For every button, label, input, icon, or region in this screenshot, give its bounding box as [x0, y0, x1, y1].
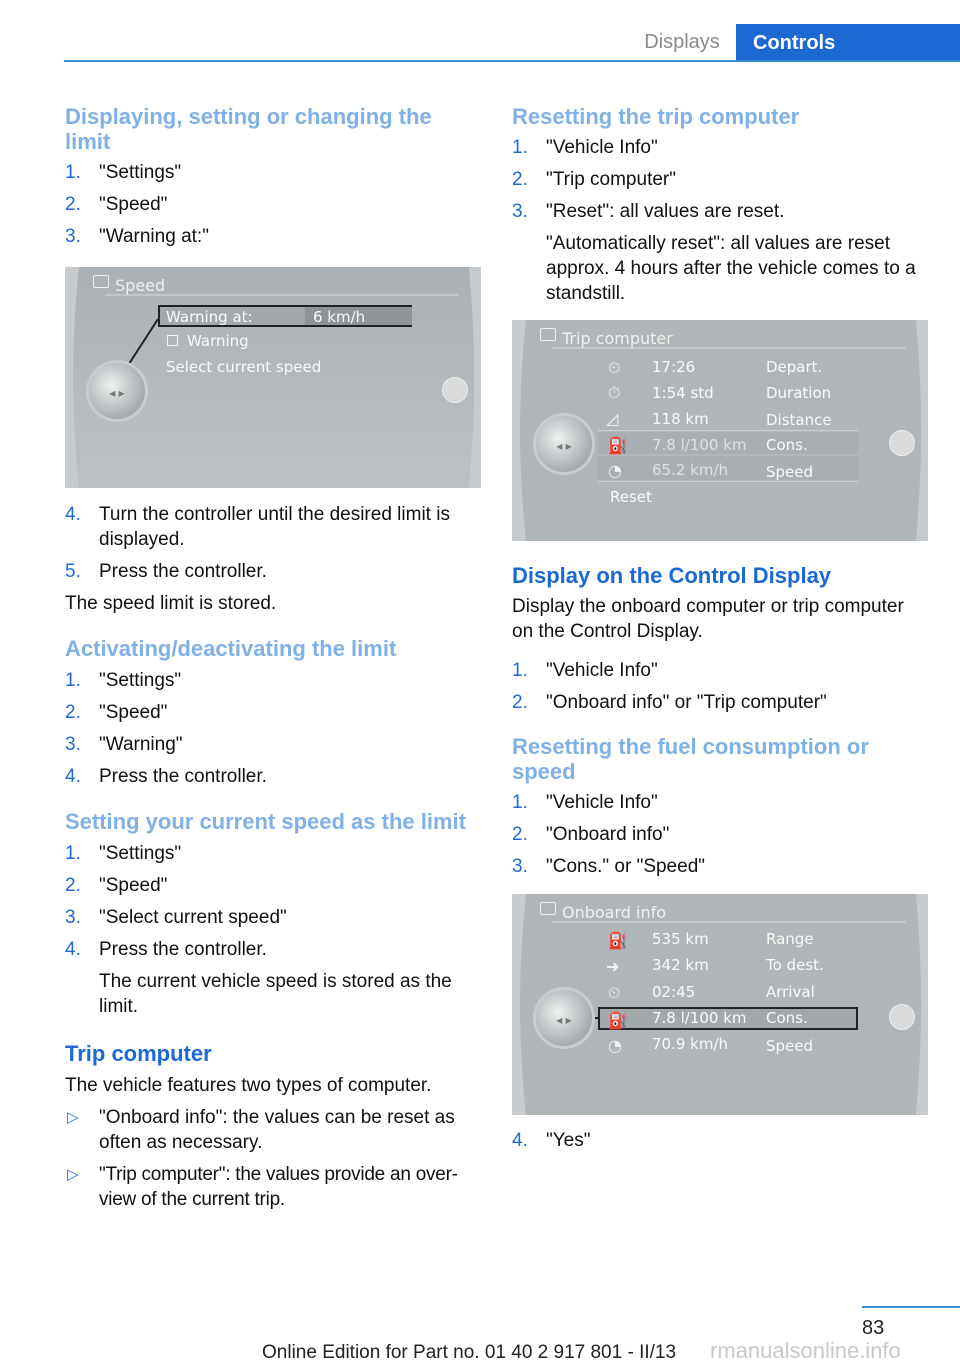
steps-control-display: [512, 658, 930, 715]
list-item: ▷ "Trip computer": the values provide an overview of the current trip.: [67, 1164, 458, 1210]
page-number: 83: [862, 1317, 885, 1339]
tab-displays[interactable]: Displays: [644, 31, 720, 53]
screen-title: Speed: [115, 276, 166, 295]
option-button-icon: [889, 1004, 915, 1030]
option-button-icon: [889, 430, 915, 456]
list-item: 3. "Select current speed": [65, 907, 287, 928]
trip-label-distance: Distance: [766, 411, 832, 429]
steps-current-speed: [65, 841, 481, 1019]
onboard-value-dest: 342 km: [652, 956, 709, 974]
list-item: 3. "Cons." or "Speed": [512, 856, 706, 877]
controller-arrows-icon: ◂ ▸: [556, 1013, 572, 1027]
list-item: 2. "Speed": [65, 875, 168, 896]
speedometer-icon: ◔: [608, 461, 622, 480]
steps-reset-trip: [512, 135, 930, 306]
trip-computer-screen-image: [512, 320, 928, 541]
steps-limit-cont: [65, 502, 481, 584]
footer-rule: [862, 1306, 960, 1308]
onboard-label-speed: Speed: [766, 1037, 814, 1055]
paragraph: Display the onboard computer or trip computer on the Control Display.: [512, 596, 904, 642]
list-item: 1. "Settings": [65, 843, 182, 864]
bullet-triangle-icon: ▷: [67, 1109, 79, 1126]
steps-activating: [65, 668, 481, 789]
warning-option[interactable]: Warning: [187, 332, 249, 350]
list-item: 2. "Speed": [65, 194, 168, 215]
reset-option[interactable]: Reset: [610, 488, 652, 506]
trip-value-distance: 118 km: [652, 410, 709, 428]
fuel-pump-icon: ⛽: [608, 436, 628, 455]
arrival-icon: ⏲: [608, 983, 621, 1002]
onboard-label-arrival: Arrival: [766, 983, 815, 1001]
duration-icon: ⏱: [608, 383, 621, 402]
list-item: 4. Press the controller. The current vehicle speed is stored as the limit.: [65, 939, 452, 1017]
onboard-value-cons: 7.8 l/100 km: [652, 1009, 747, 1027]
trip-value-speed: 65.2 km/h: [652, 461, 729, 479]
steps-limit: [65, 160, 481, 249]
section-title-current-speed: Setting your current speed as the limit: [65, 809, 466, 834]
list-item: 4. Turn the controller until the desired limit is displayed.: [65, 504, 450, 550]
section-title-trip-computer: Trip computer: [65, 1041, 212, 1066]
trip-computer-icon: [540, 328, 556, 341]
list-item: 5. Press the controller.: [65, 561, 267, 582]
onboard-value-speed: 70.9 km/h: [652, 1035, 729, 1053]
list-item: 4. "Yes": [512, 1130, 591, 1151]
fuel-pump-icon: ⛽: [608, 1011, 628, 1030]
onboard-info-icon: [540, 902, 556, 915]
page-header: [0, 24, 960, 62]
paragraph: The speed limit is stored.: [65, 593, 277, 614]
onboard-info-screen-image: [512, 894, 928, 1115]
list-item: 1. "Vehicle Info": [512, 660, 658, 681]
trip-label-cons: Cons.: [766, 436, 808, 454]
trip-label-duration: Duration: [766, 384, 832, 402]
screen-title: Onboard info: [562, 903, 667, 922]
warning-at-value: 6 km/h: [313, 308, 366, 326]
edition-note: Online Edition for Part no. 01 40 2 917 801 - II/13: [262, 1342, 677, 1362]
trip-label-depart: Depart.: [766, 358, 823, 376]
list-item: 1. "Settings": [65, 670, 182, 691]
onboard-value-arrival: 02:45: [652, 983, 696, 1001]
section-title-control-display: Display on the Control Display: [512, 563, 832, 588]
trip-label-speed: Speed: [766, 463, 814, 481]
list-item: 3. "Warning at:": [65, 226, 209, 247]
left-column: [65, 104, 481, 1219]
destination-arrow-icon: ➜: [606, 957, 620, 976]
watermark: rmanualsonline.info: [710, 1338, 901, 1362]
list-item: 4. Press the controller.: [65, 766, 267, 787]
controller-arrows-icon: ◂ ▸: [556, 439, 572, 453]
tab-controls[interactable]: Controls: [736, 24, 960, 62]
warning-at-label: Warning at:: [166, 308, 253, 326]
trip-value-cons: 7.8 l/100 km: [652, 436, 747, 454]
select-current-speed-option[interactable]: Select current speed: [166, 358, 322, 376]
depart-icon: ⏲: [608, 358, 621, 377]
section-title-activating: Activating/deactivating the limit: [65, 636, 397, 661]
paragraph: The vehicle features two types of computer.: [65, 1075, 432, 1096]
bullet-triangle-icon: ▷: [67, 1166, 79, 1183]
trip-value-duration: 1:54 std: [652, 384, 714, 402]
steps-reset-consumption-cont: [512, 1128, 930, 1153]
checkbox-icon[interactable]: [167, 335, 178, 346]
right-column: [512, 104, 930, 1160]
section-title-limit: Displaying, setting or changing the limit: [65, 104, 432, 154]
onboard-label-cons: Cons.: [766, 1009, 808, 1027]
speed-screen-image: [65, 267, 481, 488]
onboard-value-range: 535 km: [652, 930, 709, 948]
list-item: 3. "Reset": all values are reset. "Automatically reset": all values are reset approx. 4 hours after the vehicle comes to a standstill.: [512, 201, 916, 304]
screen-title: Trip computer: [562, 329, 673, 348]
list-item: 2. "Onboard info": [512, 824, 670, 845]
controller-arrows-icon: ◂ ▸: [109, 386, 125, 400]
distance-icon: ◿: [606, 409, 619, 428]
speedometer-icon: ◔: [608, 1036, 622, 1055]
list-item: 1. "Vehicle Info": [512, 137, 658, 158]
list-item: 2. "Speed": [65, 702, 168, 723]
page-footer: [0, 1306, 960, 1362]
settings-icon: [93, 275, 109, 288]
onboard-label-range: Range: [766, 930, 814, 948]
header-rule: [64, 60, 960, 62]
fuel-pump-icon: ⛽: [608, 931, 628, 950]
option-button-icon: [442, 377, 468, 403]
section-title-reset-trip: Resetting the trip computer: [512, 104, 800, 129]
section-title-reset-consumption: Resetting the fuel consumption or speed: [512, 734, 869, 784]
list-item: 2. "Onboard info" or "Trip computer": [512, 692, 827, 713]
onboard-label-dest: To dest.: [766, 956, 824, 974]
list-item: ▷ "Onboard info": the values can be reset as often as necessary.: [67, 1107, 455, 1153]
bullets-computer-types: [65, 1105, 481, 1212]
trip-value-depart: 17:26: [652, 358, 696, 376]
list-item: 1. "Settings": [65, 162, 182, 183]
list-item: 3. "Warning": [65, 734, 183, 755]
steps-reset-consumption: [512, 790, 930, 879]
list-item: 2. "Trip computer": [512, 169, 676, 190]
list-item: 1. "Vehicle Info": [512, 792, 658, 813]
